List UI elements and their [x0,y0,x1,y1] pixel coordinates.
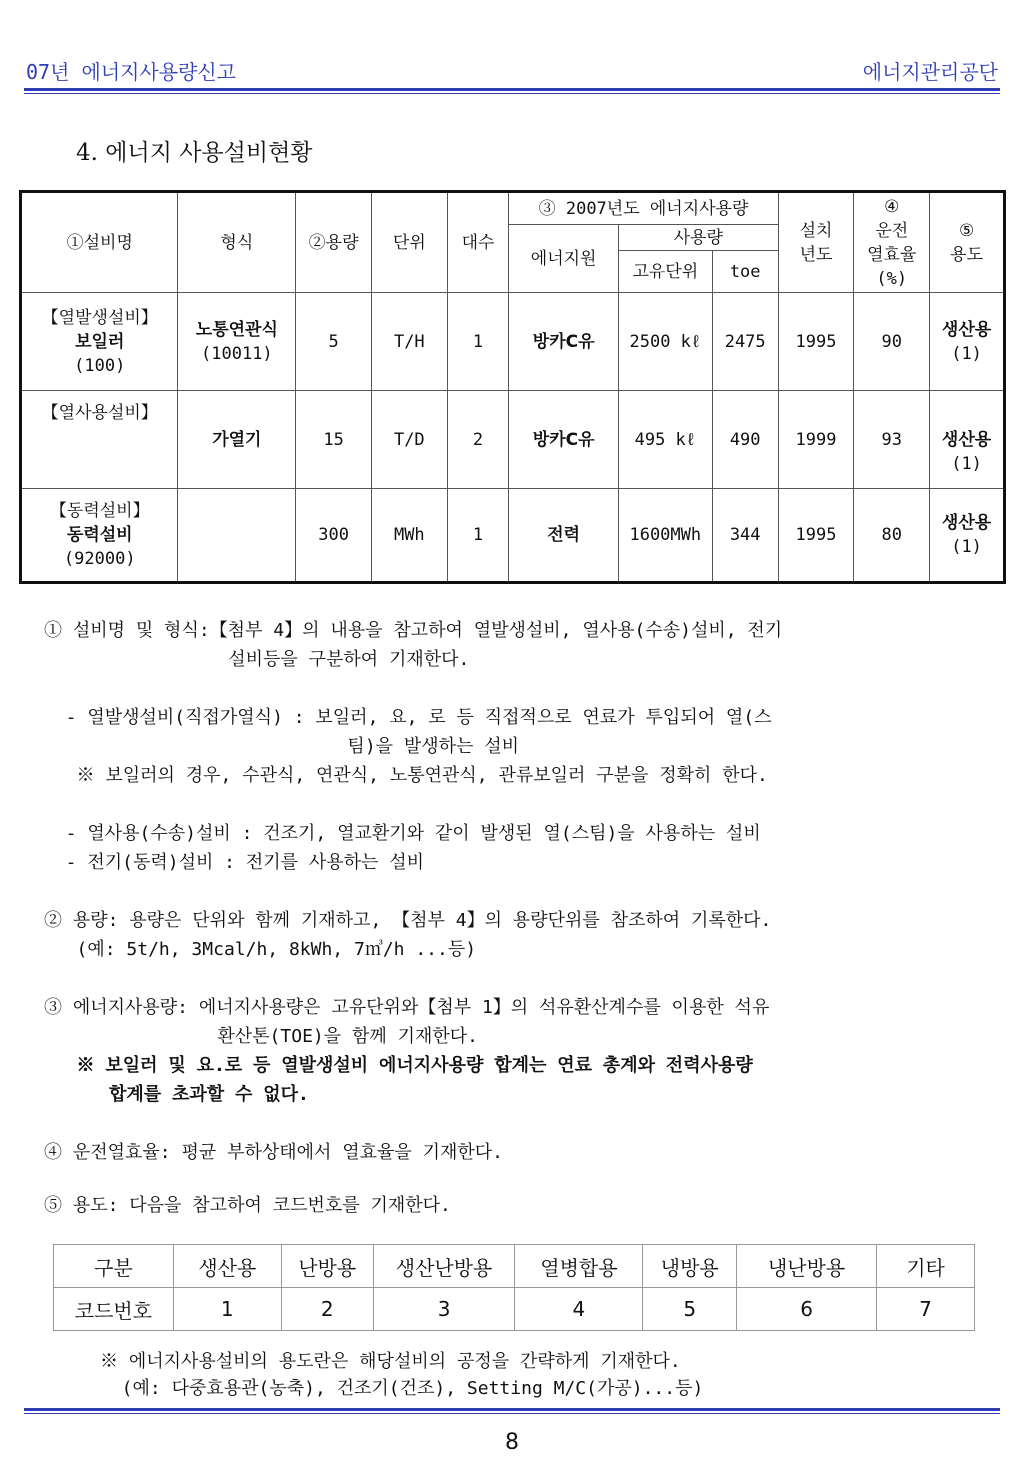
note-line: ※ 보일러의 경우, 수관식, 연관식, 노통연관식, 관류보일러 구분을 정확히 한다. [44,765,768,786]
type-name: 노통연관식 [195,319,278,340]
header-native-unit: 고유단위 [618,251,712,293]
note-line: 설비등을 구분하여 기재한다. [44,649,470,670]
cell-capacity: 15 [296,391,372,489]
code-header-cell: 생산난방용 [373,1245,515,1288]
note-line: ② 용량: 용량은 단위와 함께 기재하고, 【첨부 4】의 용량단위를 참조하여 기록한다. [44,910,772,931]
header-toe: toe [712,251,778,293]
cell-capacity: 300 [296,489,372,583]
cell-type [178,489,296,583]
note-line: ① 설비명 및 형식:【첨부 4】의 내용을 참고하여 열발생설비, 열사용(수송)설비, 전기 [44,620,783,641]
note-line: 환산톤(TOE)을 함께 기재한다. [44,1026,478,1047]
equipment-code: (100) [74,355,126,376]
cell-unit: MWh [371,489,447,583]
equipment-name: 보일러 [75,331,125,352]
cell-native: 2500 kℓ [618,293,712,391]
footnote [100,1348,980,1402]
header-type: 형식 [178,192,296,293]
header-rule-thin [24,93,1000,94]
cell-unit: T/D [371,391,447,489]
note-line: ③ 에너지사용량: 에너지사용량은 고유단위와【첨부 1】의 석유환산계수를 이용한 석유 [44,997,770,1018]
header-rule [24,88,1000,91]
cell-energy: 방카C유 [509,391,618,489]
equipment-name: 동력설비 [66,525,133,545]
cell-native: 495 kℓ [618,391,712,489]
footnote-line: ※ 에너지사용설비의 용도란은 해당설비의 공정을 간략하게 기재한다. [100,1351,681,1372]
code-header-cell: 난방용 [281,1245,373,1288]
code-header-cell: 냉방용 [643,1245,737,1288]
table-row [21,391,1005,489]
code-cell: 6 [737,1288,877,1331]
cell-purpose [930,391,1005,489]
code-header-cell: 생산용 [173,1245,281,1288]
table-row [21,489,1005,583]
header-name: ①설비명 [21,192,178,293]
note-line: - 열사용(수송)설비 : 건조기, 열교환기와 같이 발생된 열(스팀)을 사용하는 설비 [44,823,761,844]
header-usage-group: ③ 2007년도 에너지사용량 [509,192,778,225]
cell-purpose [930,293,1005,391]
bold-note-line: 합계를 초과할 수 없다. [44,1084,309,1105]
equipment-code: (92000) [63,549,136,569]
header-unit: 단위 [371,192,447,293]
cell-native: 1600MWh [618,489,712,583]
purpose-code: (1) [951,343,982,364]
code-cell: 7 [877,1288,975,1331]
cell-toe: 2475 [712,293,778,391]
code-header-cell: 냉난방용 [737,1245,877,1288]
cell-energy: 전력 [509,489,618,583]
cell-equipment [21,391,178,489]
cell-unit: T/H [371,293,447,391]
cell-year: 1999 [778,391,854,489]
header-capacity: ②용량 [296,192,372,293]
code-cell: 5 [643,1288,737,1331]
purpose-name: 생산용 [941,513,992,533]
cell-toe: 490 [712,391,778,489]
cell-efficiency: 80 [854,489,930,583]
code-cell: 4 [515,1288,643,1331]
purpose-code: (1) [951,537,982,557]
cell-efficiency: 93 [854,391,930,489]
header-right-org: 에너지관리공단 [862,60,998,84]
note-line: - 전기(동력)설비 : 전기를 사용하는 설비 [44,852,425,873]
cell-count: 1 [447,489,509,583]
cell-year: 1995 [778,293,854,391]
table-row [54,1245,975,1288]
equipment-category: 【열사용설비】 [41,403,158,423]
header-count: 대수 [447,192,509,293]
instruction-notes [44,616,984,1220]
section-title: 4. 에너지 사용설비현황 [76,140,313,166]
code-cell: 2 [281,1288,373,1331]
table-row [54,1288,975,1331]
footer-rule-thin [24,1413,1000,1414]
footer-rule [24,1408,1000,1411]
purpose-code-table [53,1244,975,1331]
note-line: 팀)을 발생하는 설비 [44,736,520,757]
page-number: 8 [505,1430,519,1455]
table-row [21,293,1005,391]
header-efficiency: ④ 운전 열효율 (%) [854,192,930,293]
footnote-line: (예: 다중효용관(농축), 건조기(건조), Setting M/C(가공)...등) [100,1378,704,1399]
purpose-code: (1) [951,453,982,474]
cell-capacity: 5 [296,293,372,391]
equipment-category: 【동력설비】 [49,501,150,521]
code-cell: 1 [173,1288,281,1331]
note-line: (예: 5t/h, 3Mcal/h, 8kWh, 7㎥/h ...등) [44,939,477,960]
cell-count: 1 [447,293,509,391]
cell-efficiency: 90 [854,293,930,391]
cell-year: 1995 [778,489,854,583]
cell-type [178,293,296,391]
bold-note-line: ※ 보일러 및 요.로 등 열발생설비 에너지사용량 합계는 연료 총계와 전력사용량 [44,1055,753,1076]
code-cell: 코드번호 [54,1288,174,1331]
header-install-year: 설치 년도 [778,192,854,293]
purpose-name: 생산용 [941,319,992,340]
code-cell: 3 [373,1288,515,1331]
equipment-category: 【열발생설비】 [41,307,158,328]
cell-type: 가열기 [178,391,296,489]
header-purpose: ⑤ 용도 [930,192,1005,293]
purpose-name: 생산용 [941,429,992,450]
cell-purpose [930,489,1005,583]
note-line: - 열발생설비(직접가열식) : 보일러, 요, 로 등 직접적으로 연료가 투입되어 열(스 [44,707,772,728]
header-left-title: 07년 에너지사용량신고 [26,60,237,84]
note-line: ④ 운전열효율: 평균 부하상태에서 열효율을 기재한다. [44,1142,504,1163]
type-code: (10011) [201,343,273,364]
cell-equipment [21,293,178,391]
header-usage: 사용량 [618,225,778,251]
cell-count: 2 [447,391,509,489]
note-line: ⑤ 용도: 다음을 참고하여 코드번호를 기재한다. [44,1195,451,1216]
cell-toe: 344 [712,489,778,583]
cell-energy: 방카C유 [509,293,618,391]
header-energy-source: 에너지원 [509,225,618,293]
equipment-table [19,190,1006,584]
code-header-cell: 열병합용 [515,1245,643,1288]
page-header [24,54,1000,84]
code-header-cell: 구분 [54,1245,174,1288]
code-header-cell: 기타 [877,1245,975,1288]
cell-equipment [21,489,178,583]
